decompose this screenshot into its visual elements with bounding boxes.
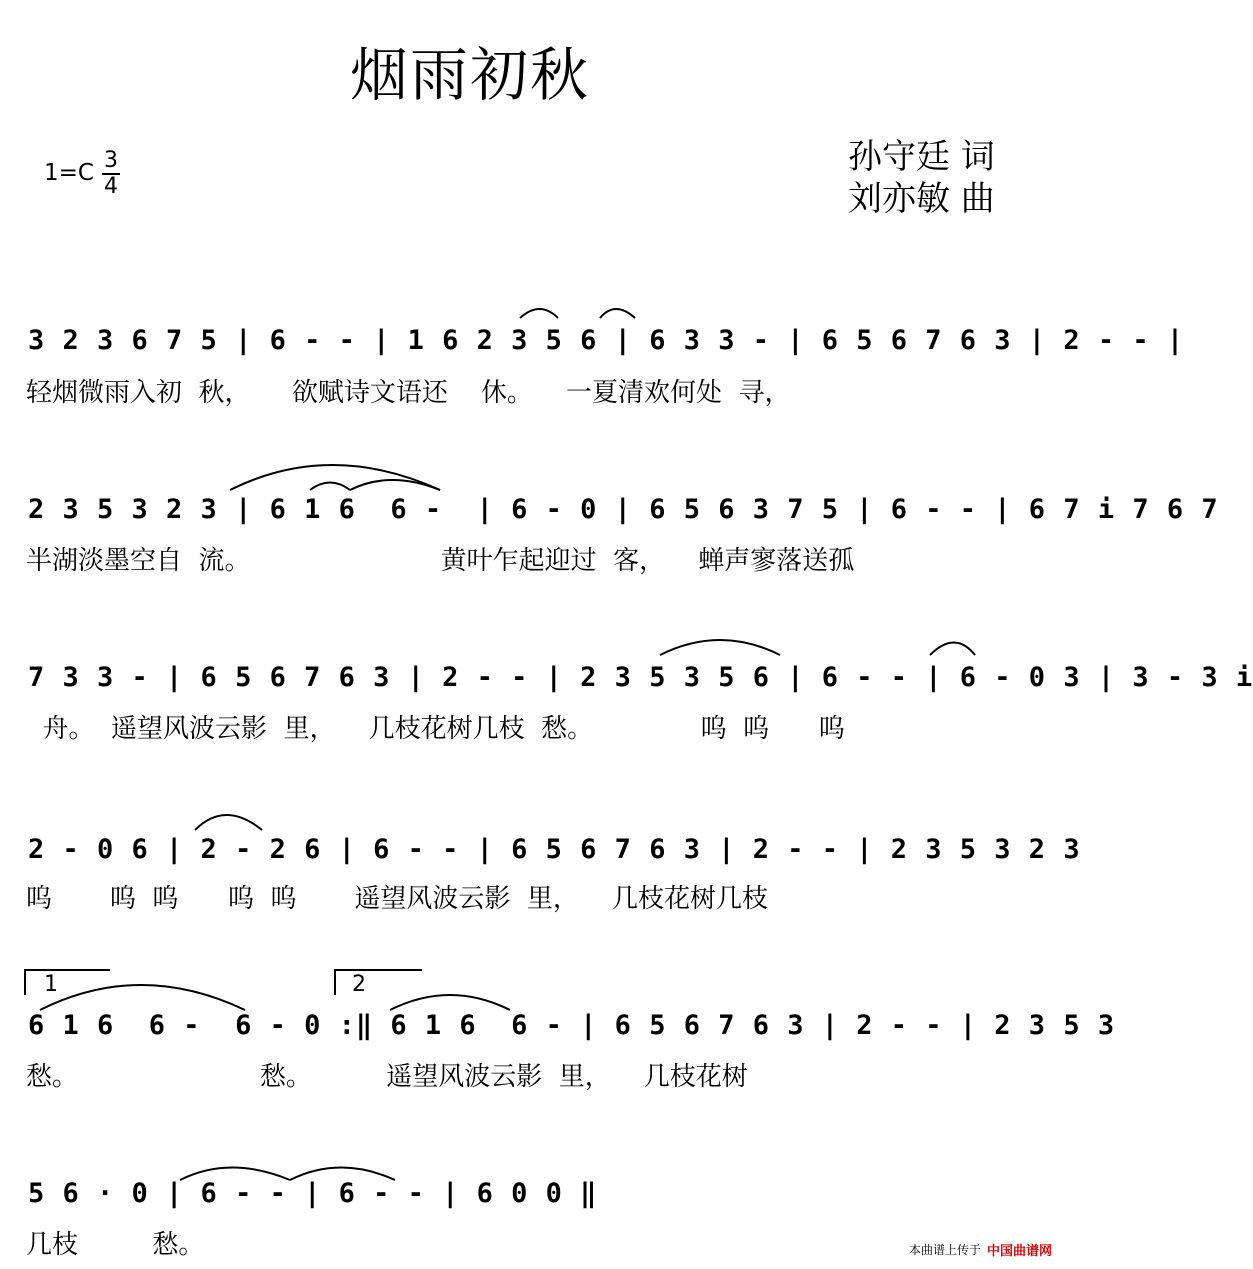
volta-2-label: 2: [352, 972, 366, 997]
key-signature: 1=C: [44, 160, 94, 186]
notation-row-3: 7 3 3 - | 6 5 6 7 6 3 | 2 - - | 2 3 5 3 5 6 | 6 - - | 6 - 0 3 | 3 - 3 i: [28, 662, 1253, 693]
lyrics-row-2: 半湖淡墨空自 流。 黄叶乍起迎过 客， 蝉声寥落送孤: [26, 546, 855, 576]
notation-row-5: 6 1 6 6 - 6 - 0 :‖ 6 1 6 6 - | 6 5 6 7 6 3 | 2 - - | 2 3 5 3: [28, 1010, 1116, 1041]
lyricist-credit: 孙守廷 词: [848, 137, 995, 177]
notation-row-6: 5 6 · 0 | 6 - - | 6 - - | 6 0 0 ‖: [28, 1178, 598, 1209]
time-signature-bottom: 4: [104, 174, 118, 199]
lyrics-row-1: 轻烟微雨入初 秋， 欲赋诗文语还 休。 一夏清欢何处 寻，: [26, 378, 791, 408]
song-title: 烟雨初秋: [350, 41, 591, 109]
composer-credit: 刘亦敏 曲: [848, 179, 995, 219]
notation-row-1: 3 2 3 6 7 5 | 6 - - | 1 6 2 3 5 6 | 6 3 3 - | 6 5 6 7 6 3 | 2 - - |: [28, 325, 1185, 356]
notation-row-2: 2 3 5 3 2 3 | 6 1 6 6 - | 6 - 0 | 6 5 6 3 7 5 | 6 - - | 6 7 i 7 6 7: [28, 494, 1219, 525]
lyrics-row-6: 几枝 愁。: [26, 1230, 205, 1260]
footer: [909, 1240, 1052, 1259]
volta-1-label: 1: [44, 972, 58, 997]
slur: [350, 480, 440, 490]
volta-1-bracket: [25, 970, 110, 995]
slur: [230, 465, 440, 490]
time-signature-top: 3: [104, 148, 118, 173]
notation-row-4: 2 - 0 6 | 2 - 2 6 | 6 - - | 6 5 6 7 6 3 | 2 - - | 2 3 5 3 2 3: [28, 834, 1081, 865]
footer-text: 本曲谱上传于: [908, 1243, 981, 1257]
slur: [520, 309, 558, 318]
lyrics-row-5: 愁。 愁。 遥望风波云影 里， 几枝花树: [26, 1062, 748, 1092]
slur: [390, 995, 510, 1010]
slur: [660, 640, 780, 655]
site-logo: 中国曲谱网: [986, 1244, 1052, 1259]
slur: [195, 815, 262, 830]
volta-2-bracket: [335, 970, 422, 995]
slur: [290, 1168, 395, 1181]
lyrics-row-4: 呜 呜 呜 呜 呜 遥望风波云影 里， 几枝花树几枝: [26, 884, 768, 914]
slur: [180, 1168, 290, 1181]
slur: [930, 643, 975, 656]
slur: [600, 309, 635, 318]
slur: [40, 985, 245, 1010]
lyrics-row-3: 舟。 遥望风波云影 里， 几枝花树几枝 愁。 呜 呜 呜: [26, 714, 845, 744]
slur: [310, 483, 350, 491]
